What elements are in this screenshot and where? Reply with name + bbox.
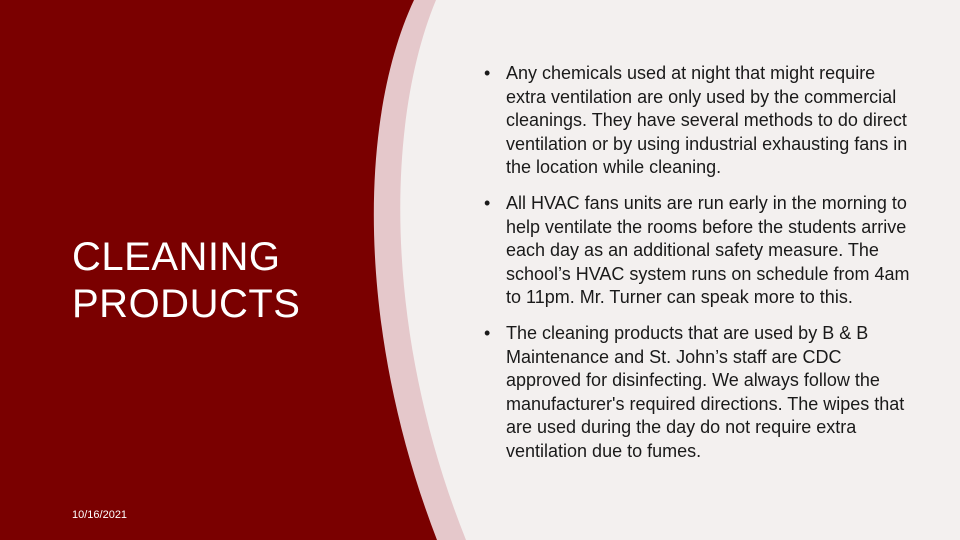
bullet-text: All HVAC fans units are run early in the morning to help ventilate the rooms before the students arrive each day as an additional safety measure. The school’s HVAC system runs on schedule from 4am to 11pm. Mr. Turner can speak more to this. bbox=[506, 192, 910, 308]
bullet-marker: • bbox=[484, 322, 491, 343]
bullet-text: Any chemicals used at night that might require extra ventilation are only used by the commercial cleanings. They have several methods to do direct ventilation or by using industrial exhausting fans in the location while cleaning. bbox=[506, 63, 908, 178]
title-line-1: CLEANING bbox=[72, 235, 281, 279]
bullet-text: The cleaning products that are used by B & B Maintenance and St. John’s staff are CDC approved for disinfecting. We always follow the manufacturer's required directions. The wipes that are used during the day do not require extra ventilation due to fumes. bbox=[506, 322, 905, 461]
bullet-marker: • bbox=[484, 63, 491, 83]
bullet-marker: • bbox=[484, 192, 491, 213]
slide-date: 10/16/2021 bbox=[72, 509, 128, 521]
title-line-2: PRODUCTS bbox=[72, 282, 301, 326]
slide-title bbox=[72, 234, 300, 328]
bullet-item bbox=[484, 192, 914, 310]
bullet-list bbox=[484, 62, 914, 476]
bullet-item bbox=[484, 322, 914, 464]
bullet-item bbox=[484, 62, 914, 180]
